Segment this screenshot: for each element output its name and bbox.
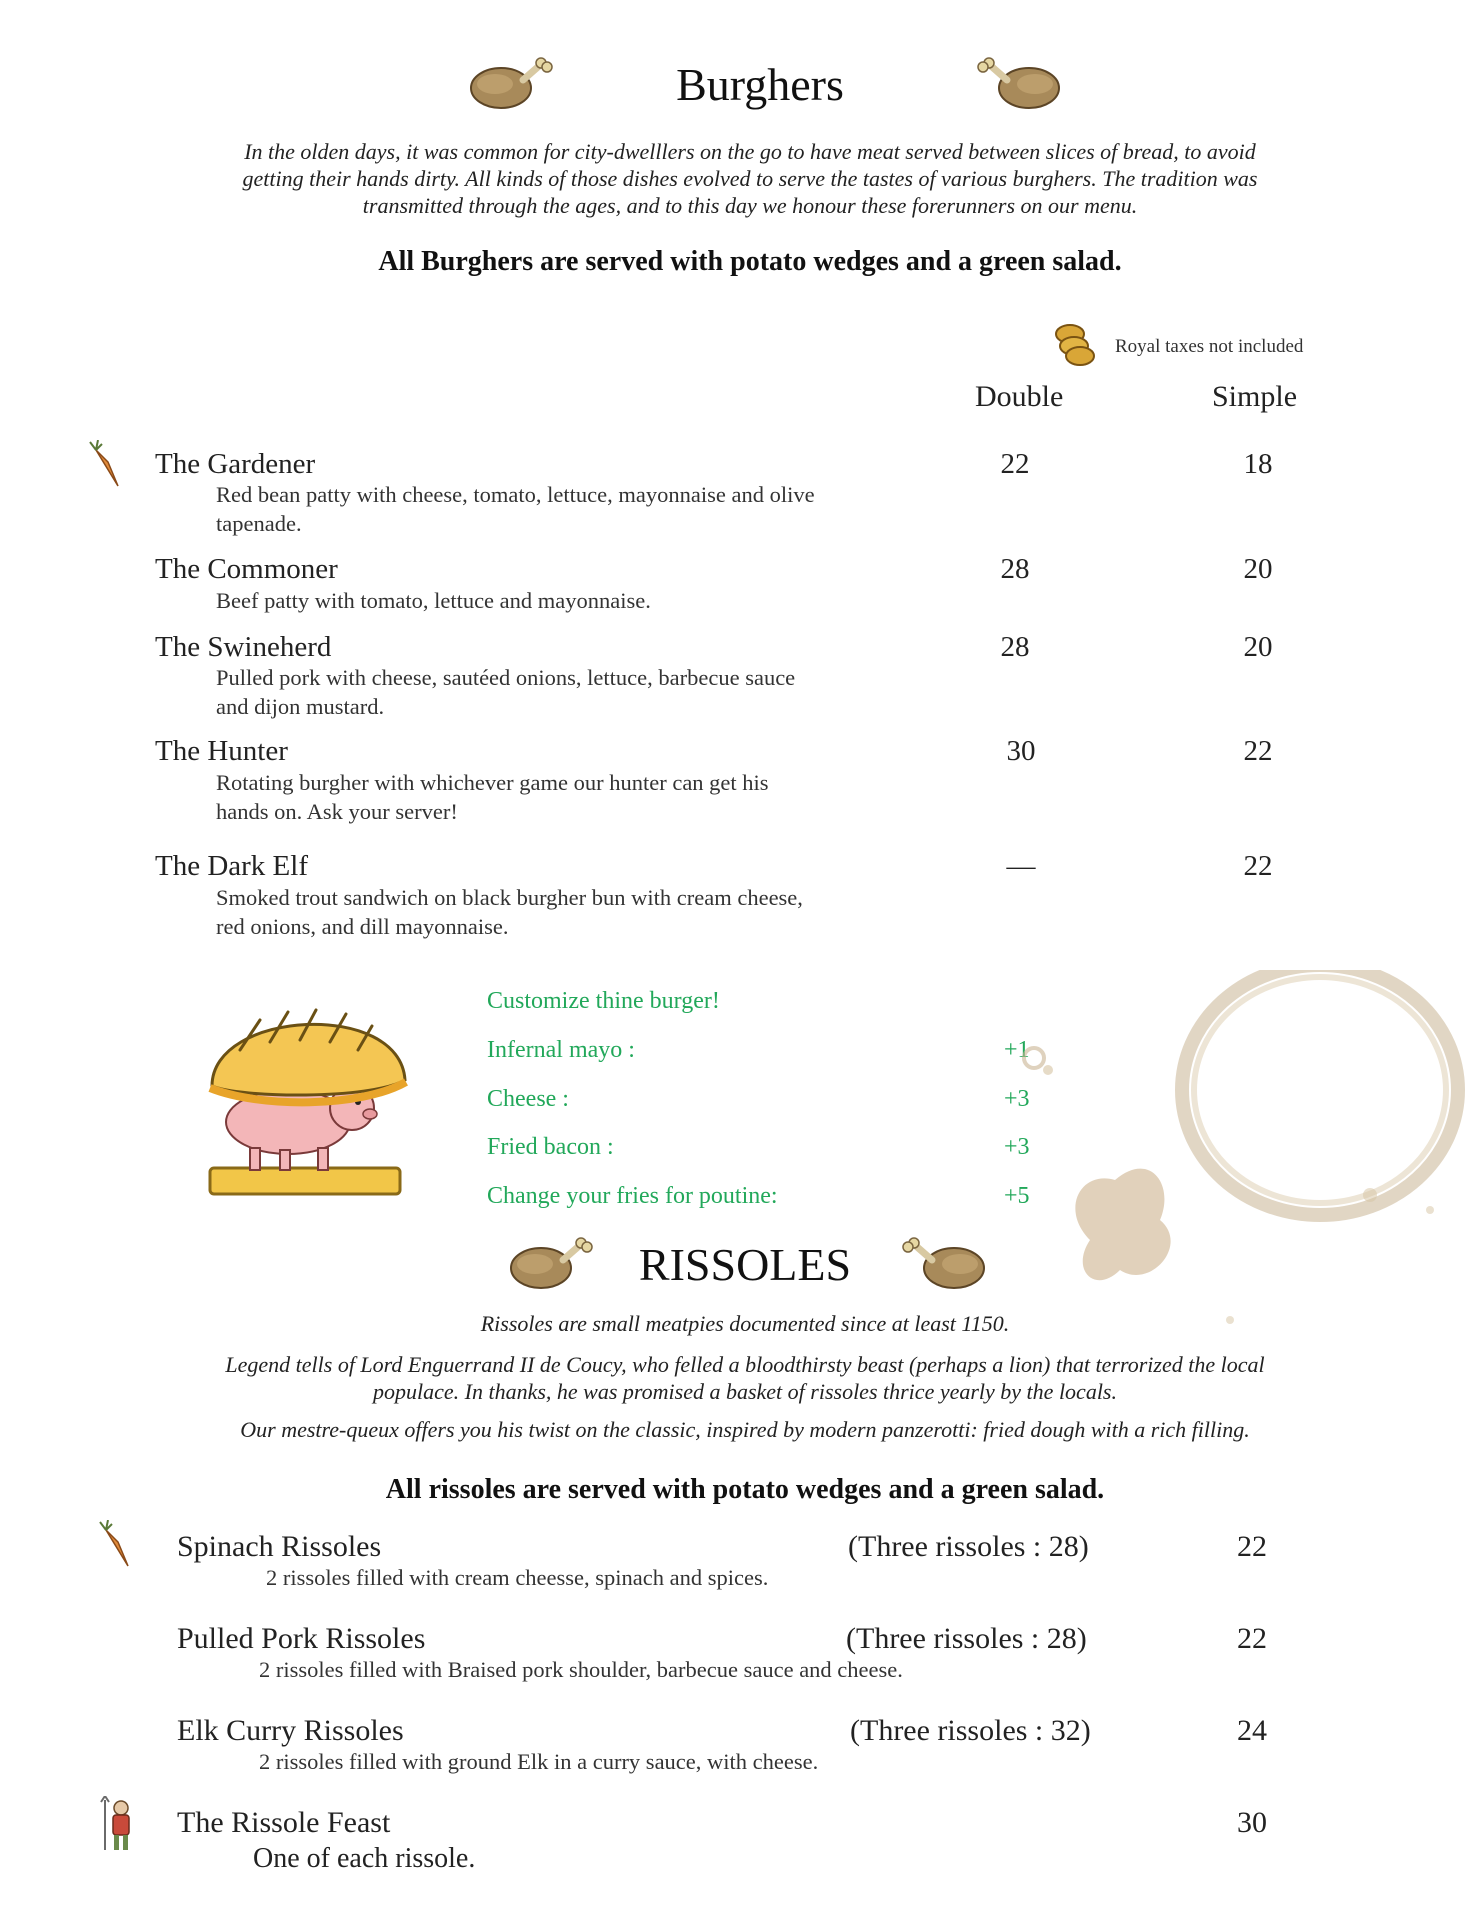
custom-option-label: Cheese :	[487, 1086, 569, 1112]
burghers-title: Burghers	[676, 59, 844, 110]
pig-burger-illustration	[200, 990, 420, 1200]
item-name: The Hunter	[155, 735, 288, 767]
item-name: The Rissole Feast	[177, 1806, 391, 1839]
item-price: 22	[1237, 1622, 1267, 1655]
tax-note: Royal taxes not included	[1115, 336, 1304, 357]
price-double: 28	[1000, 631, 1030, 663]
burghers-served-note: All Burghers are served with potato wedges and a green salad.	[378, 246, 1122, 277]
item-description: 2 rissoles filled with ground Elk in a curry sauce, with cheese.	[259, 1749, 819, 1774]
coffee-stain-decoration	[1000, 970, 1470, 1340]
custom-option-label: Change your fries for poutine:	[487, 1183, 778, 1209]
three-rissoles-price: (Three rissoles : 32)	[850, 1714, 1091, 1747]
custom-option-label: Fried bacon :	[487, 1134, 614, 1160]
custom-option-price: +3	[1004, 1134, 1030, 1160]
custom-option-price: +1	[1004, 1037, 1030, 1063]
item-description: Pulled pork with cheese, sautéed onions, lettuce, barbecue sauce and dijon mustard.	[216, 665, 796, 719]
item-price: 30	[1237, 1806, 1267, 1839]
item-description: Red bean patty with cheese, tomato, lettuce, mayonnaise and olive tapenade.	[216, 482, 815, 536]
item-price: 24	[1237, 1714, 1267, 1747]
item-name: Spinach Rissoles	[177, 1530, 382, 1563]
knight-icon	[97, 1796, 141, 1852]
price-simple: 20	[1243, 553, 1273, 585]
three-rissoles-price: (Three rissoles : 28)	[846, 1622, 1087, 1655]
carrot-icon	[88, 440, 128, 490]
column-header-double: Double	[975, 380, 1064, 413]
item-price: 22	[1237, 1530, 1267, 1563]
rissoles-intro: Rissoles are small meatpies documented since at least 1150. Legend tells of Lord Enguerrand II de Coucy, who felled a bloodthirsty beast (perhaps a lion) that terrorized the local populace. In thanks, he was promised a basket of rissoles thrice yearly by the locals. Our mestre-queux offers you his twist on the classic, inspired by modern panzerotti: fried dough with a rich filling.	[225, 1311, 1265, 1442]
customize-title: Customize thine burger!	[487, 988, 720, 1014]
price-simple: 18	[1243, 448, 1273, 480]
price-double: 22	[1000, 448, 1030, 480]
custom-option-label: Infernal mayo :	[487, 1037, 635, 1063]
price-simple: 22	[1243, 735, 1273, 767]
coins-icon	[1050, 318, 1100, 368]
item-name: The Gardener	[155, 448, 316, 480]
three-rissoles-price: (Three rissoles : 28)	[848, 1530, 1089, 1563]
item-description: Smoked trout sandwich on black burgher bun with cream cheese, red onions, and dill mayonnaise.	[216, 885, 803, 939]
burghers-intro: In the olden days, it was common for city-dwelllers on the go to have meat served between slices of bread, to avoid getting their hands dirty. All kinds of those dishes evolved to serve the tastes of various burghers. The tradition was transmitted through the ages, and to this day we honour these forerunners on our menu.	[242, 139, 1258, 218]
price-double: —	[1006, 850, 1036, 882]
rissoles-served-note: All rissoles are served with potato wedges and a green salad.	[385, 1474, 1105, 1505]
item-name: The Dark Elf	[155, 850, 308, 882]
item-name: Pulled Pork Rissoles	[177, 1622, 426, 1655]
rissoles-title: RISSOLES	[638, 1239, 852, 1290]
carrot-icon	[98, 1520, 138, 1570]
item-name: The Commoner	[155, 553, 338, 585]
item-name: The Swineherd	[155, 631, 332, 663]
custom-option-price: +5	[1004, 1183, 1030, 1209]
item-description: 2 rissoles filled with Braised pork shoulder, barbecue sauce and cheese.	[259, 1657, 903, 1682]
price-simple: 20	[1243, 631, 1273, 663]
price-double: 30	[1006, 735, 1036, 767]
item-description: 2 rissoles filled with cream cheesse, spinach and spices.	[266, 1565, 769, 1590]
price-double: 28	[1000, 553, 1030, 585]
drumstick-icon	[465, 52, 555, 116]
drumstick-icon	[900, 1232, 990, 1296]
item-description: One of each rissole.	[253, 1843, 476, 1874]
item-name: Elk Curry Rissoles	[177, 1714, 404, 1747]
custom-option-price: +3	[1004, 1086, 1030, 1112]
drumstick-icon	[975, 52, 1065, 116]
column-header-simple: Simple	[1212, 380, 1298, 413]
item-description: Rotating burgher with whichever game our hunter can get his hands on. Ask your server!	[216, 770, 769, 824]
price-simple: 22	[1243, 850, 1273, 882]
item-description: Beef patty with tomato, lettuce and mayonnaise.	[216, 588, 651, 613]
